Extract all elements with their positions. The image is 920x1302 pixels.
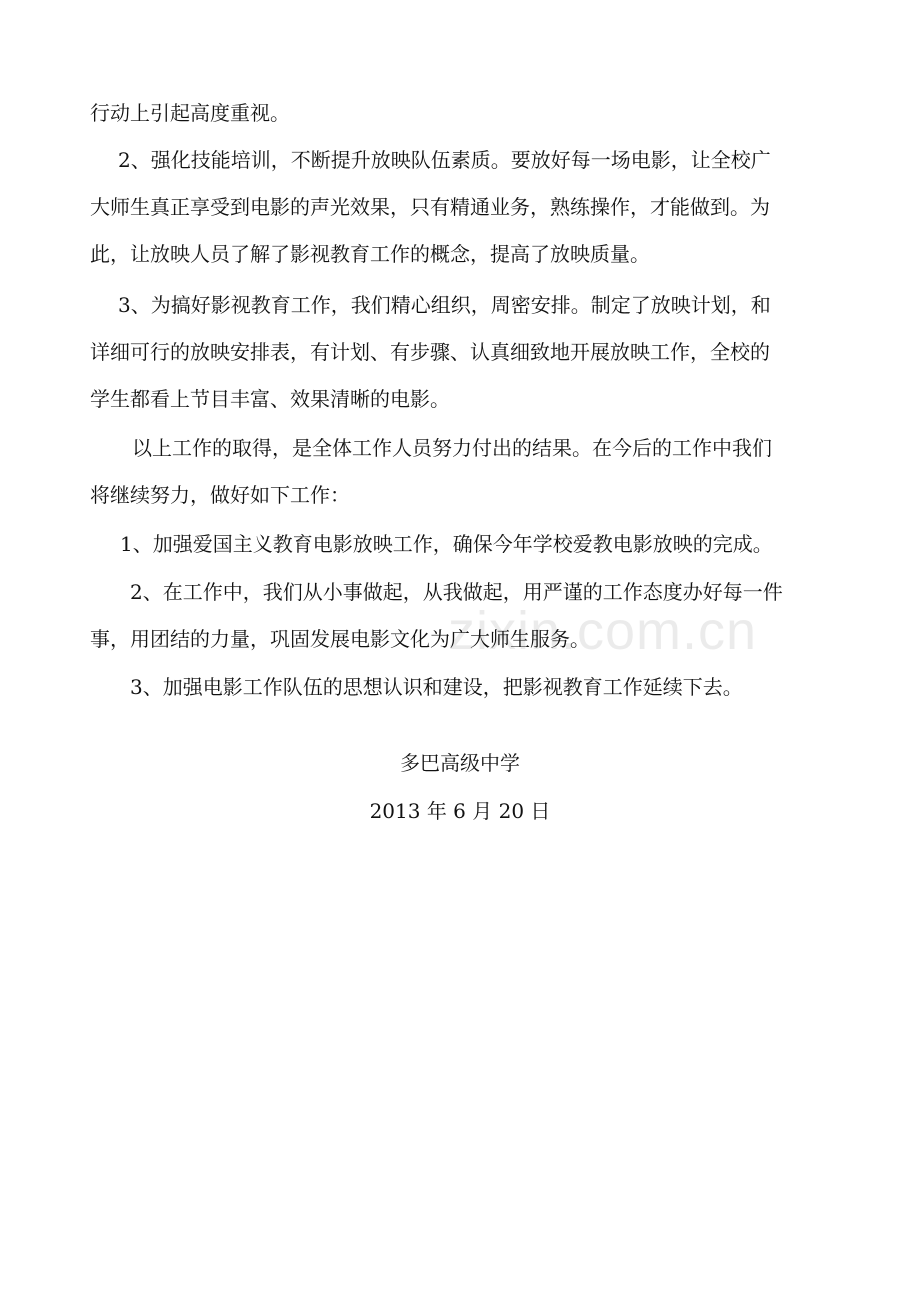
- text-line: 以上工作的取得，是全体工作人员努力付出的结果。在今后的工作中我们: [132, 436, 772, 460]
- paragraph-training: [90, 137, 832, 278]
- paragraph-plan-1: [90, 521, 832, 568]
- text-line: 3、加强电影工作队伍的思想认识和建设，把影视教育工作延续下去。: [130, 675, 743, 699]
- text-line: 详细可行的放映安排表，有计划、有步骤、认真细致地开展放映工作，全校的: [90, 340, 770, 364]
- text-line: 行动上引起高度重视。: [90, 101, 290, 125]
- text-line: 1、加强爱国主义教育电影放映工作，确保今年学校爱教电影放映的完成。: [120, 532, 773, 556]
- paragraph-summary: [90, 425, 832, 519]
- paragraph-continuation: [90, 90, 832, 137]
- text-line: 此，让放映人员了解了影视教育工作的概念，提高了放映质量。: [90, 242, 650, 266]
- text-line: 2、强化技能培训，不断提升放映队伍素质。要放好每一场电影，让全校广: [118, 148, 771, 172]
- text-line: 事，用团结的力量，巩固发展电影文化为广大师生服务。: [90, 627, 590, 651]
- text-line: 大师生真正享受到电影的声光效果，只有精通业务，熟练操作，才能做到。为: [90, 195, 770, 219]
- paragraph-plan-3: [90, 664, 832, 711]
- text-line: 2、在工作中，我们从小事做起，从我做起，用严谨的工作态度办好每一件: [130, 580, 783, 604]
- watermark: zixin.com.cn: [448, 601, 758, 661]
- signature-date: 2013 年 6 月 20 日: [369, 799, 551, 823]
- signature-organization: 多巴高级中学: [400, 751, 520, 775]
- text-line: 将继续努力，做好如下工作：: [90, 483, 350, 507]
- text-line: 3、为搞好影视教育工作，我们精心组织，周密安排。制定了放映计划，和: [118, 293, 771, 317]
- paragraph-organization: [90, 282, 832, 423]
- text-line: 学生都看上节目丰富、效果清晰的电影。: [90, 387, 450, 411]
